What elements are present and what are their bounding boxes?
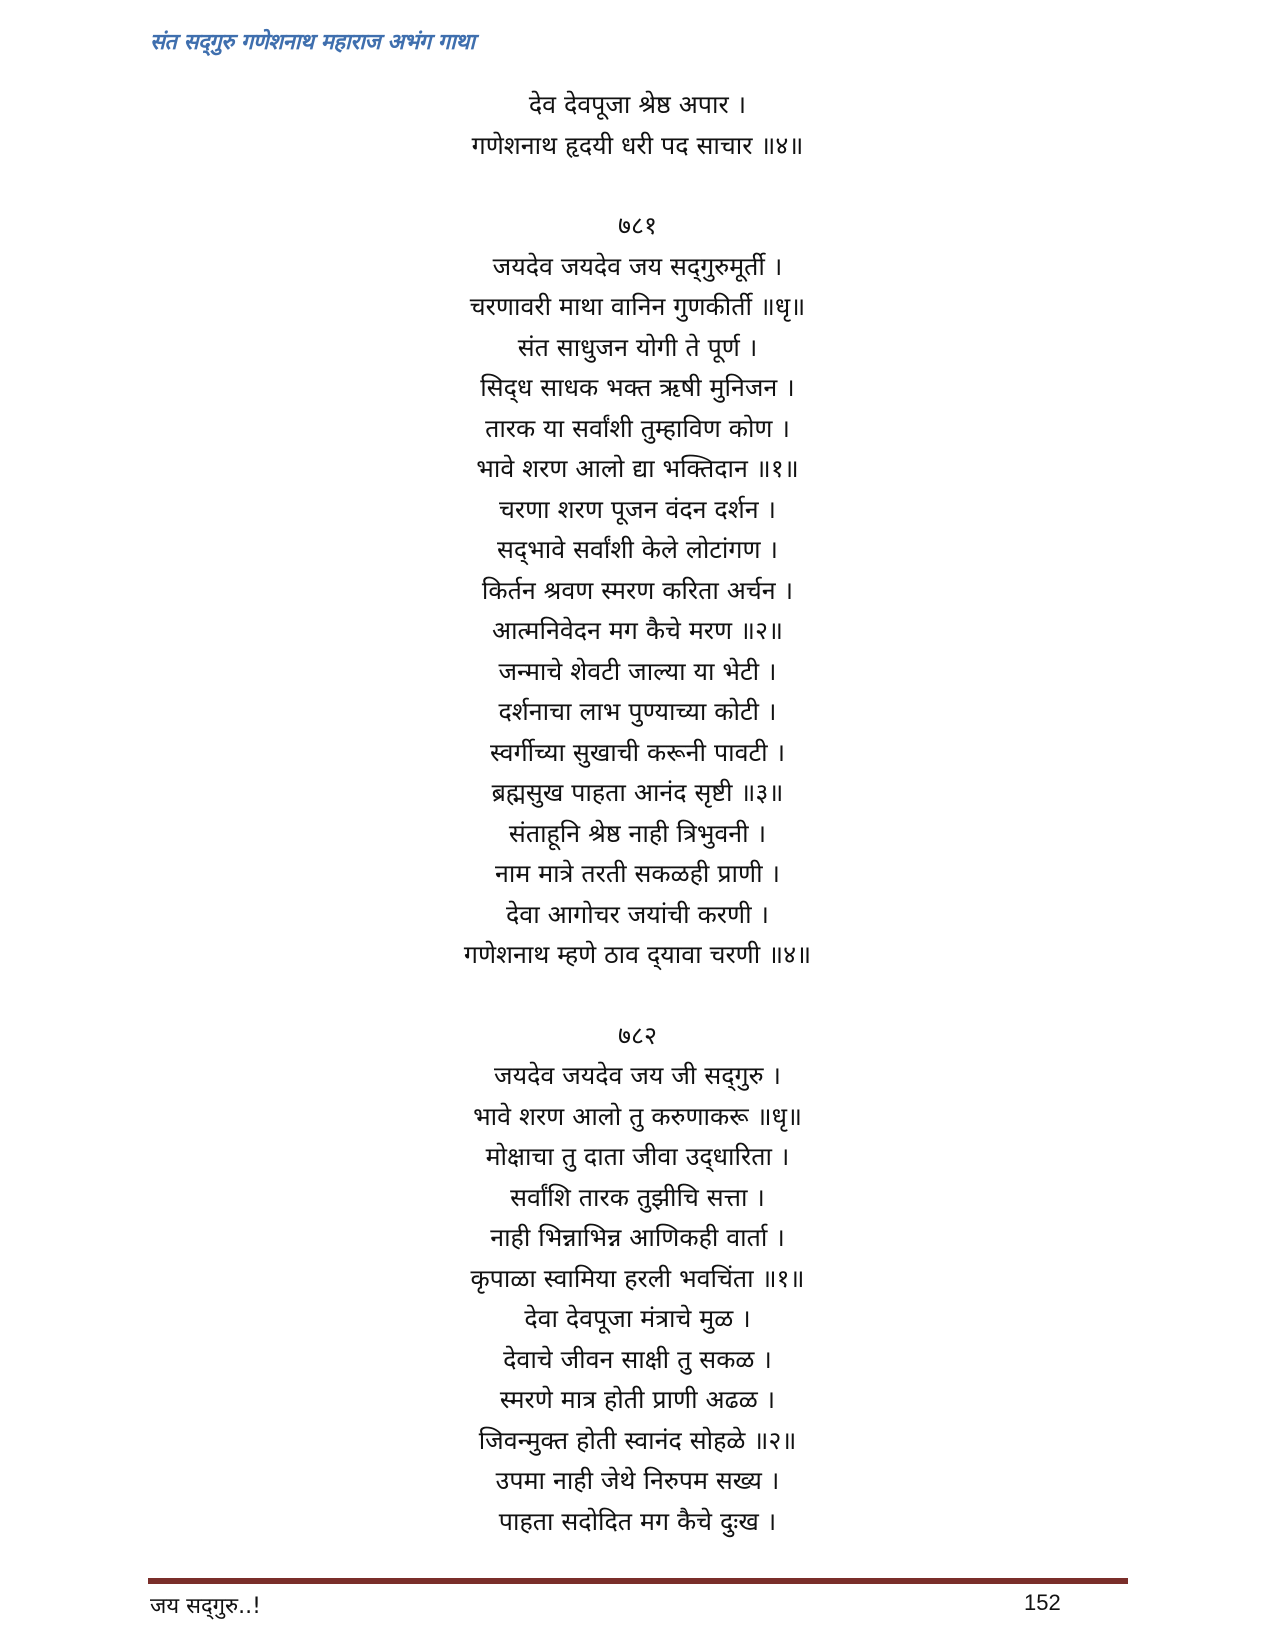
verse-line: जयदेव जयदेव जय सद्‌गुरुमूर्ती । — [492, 251, 783, 281]
verse-line: आत्मनिवेदन मग कैचे मरण ॥२॥ — [491, 616, 783, 645]
verse-line: संताहूनि श्रेष्ठ नाही त्रिभुवनी । — [508, 818, 767, 848]
verse-line: दर्शनाचा लाभ पुण्याच्या कोटी । — [498, 697, 777, 726]
verse-line: संत साधुजन योगी ते पूर्ण । — [517, 332, 758, 362]
verse-line: सर्वांशि तारक तुझीचि सत्ता । — [510, 1182, 765, 1212]
verse-line: गणेशनाथ हृदयी धरी पद साचार ॥४॥ — [471, 130, 804, 160]
verse-line: चरणावरी माथा वानिन गुणकीर्ती ॥धृ॥ — [469, 292, 806, 321]
page-number: 152 — [1024, 1590, 1061, 1615]
verse-line: पाहता सदोदित मग कैचे दुःख । — [498, 1506, 777, 1536]
abhang-number: ७८२ — [617, 1020, 657, 1050]
footer-rule — [148, 1578, 1128, 1584]
footer-text: जय सद्‌गुरु..! — [150, 1594, 261, 1619]
verse-line: जयदेव जयदेव जय जी सद्‌गुरु । — [494, 1061, 781, 1090]
verse-line: तारक या सर्वांशी तुम्हाविण कोण । — [485, 413, 790, 443]
abhang-number: ७८१ — [617, 211, 657, 240]
verse-line: सद्‌भावे सर्वांशी केले लोटांगण । — [497, 535, 778, 564]
verse-line: देवाचे जीवन साक्षी तु सकळ । — [503, 1344, 772, 1374]
verse-line: किर्तन श्रवण स्मरण करिता अर्चन । — [481, 575, 794, 605]
verse-line: देव देवपूजा श्रेष्ठ अपार । — [528, 90, 747, 119]
verse-line: नाही भिन्नाभिन्न आणिकही वार्ता । — [490, 1223, 785, 1252]
verse-line: देवा आगोचर जयांची करणी । — [506, 899, 769, 929]
verse-line: देवा देवपूजा मंत्राचे मुळ । — [524, 1304, 751, 1333]
verse-line: ब्रह्मसुख पाहता आनंद सृष्टी ॥३॥ — [491, 778, 784, 807]
verse-line: गणेशनाथ म्हणे ठाव द्‌यावा चरणी ॥४॥ — [463, 940, 812, 969]
abhang-781 — [0, 206, 1275, 976]
verse-line: कृपाळा स्वामिया हरली भवचिंता ॥१॥ — [470, 1263, 805, 1293]
verse-line: चरणा शरण पूजन वंदन दर्शन । — [499, 494, 776, 524]
verse-line: जिवन्मुक्त होती स्वानंद सोहळे ॥२॥ — [478, 1425, 797, 1455]
verse-line: स्वर्गीच्या सुखाची करूनी पावटी । — [489, 737, 786, 767]
poem-content — [0, 85, 1275, 1542]
running-header: संत सद्‌गुरु गणेशनाथ महाराज अभंग गाथा — [150, 30, 475, 55]
abhang-782 — [0, 1016, 1275, 1543]
verse-line: नाम मात्रे तरती सकळही प्राणी । — [494, 859, 781, 888]
verse-line: उपमा नाही जेथे निरुपम सख्य । — [495, 1466, 780, 1495]
verse-block — [0, 85, 1275, 166]
verse-line: जन्माचे शेवटी जाल्या या भेटी । — [498, 656, 777, 686]
verse-line: भावे शरण आलो द्या भक्तिदान ॥१॥ — [476, 454, 799, 483]
verse-line: स्मरणे मात्र होती प्राणी अढळ । — [499, 1385, 776, 1414]
verse-line: मोक्षाचा तु दाता जीवा उद्‌धारिता । — [485, 1142, 790, 1171]
verse-line: भावे शरण आलो तु करुणाकरू ॥धृ॥ — [473, 1101, 802, 1131]
verse-line: सिद्‌ध साधक भक्त ऋषी मुनिजन । — [480, 373, 795, 402]
